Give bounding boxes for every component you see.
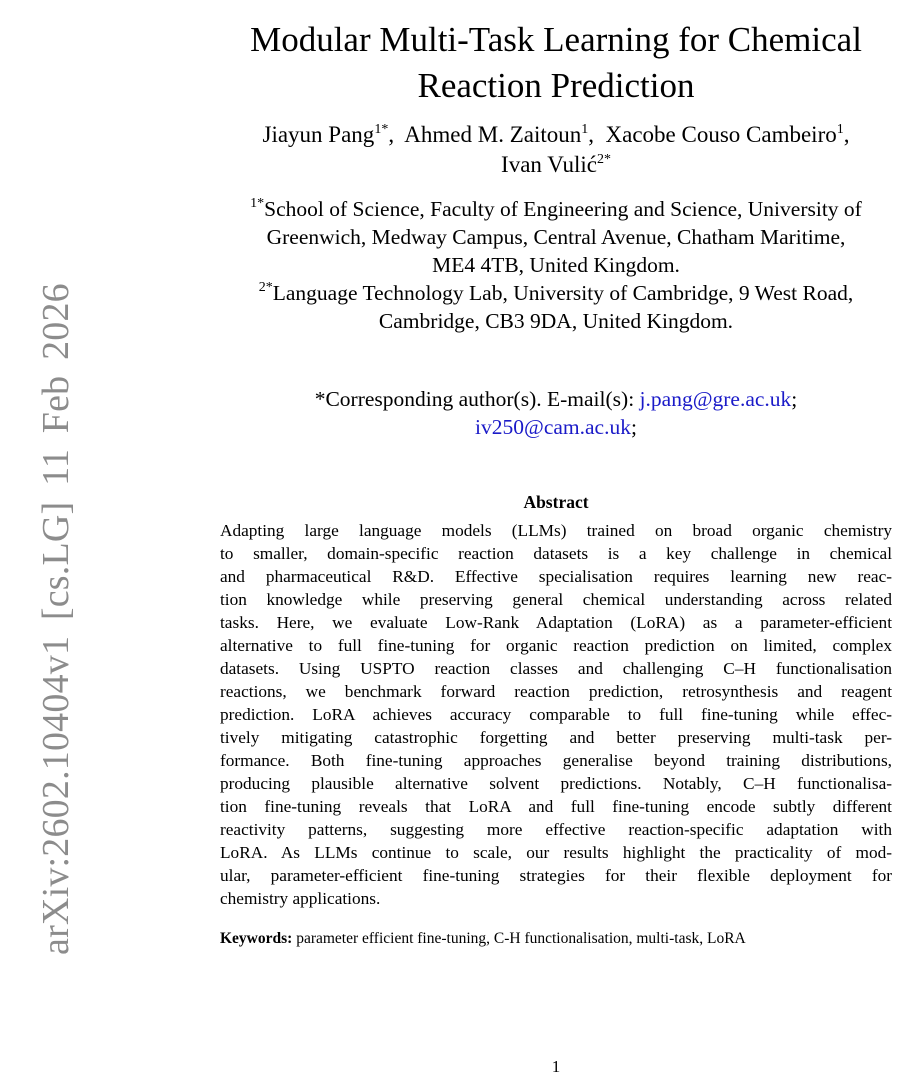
paper-title: [200, 17, 908, 109]
affiliation-mark: 2*: [258, 280, 273, 295]
paper-title-line-1: Modular Multi-Task Learning for Chemical: [250, 20, 862, 60]
abstract-line: reactivity patterns, suggesting more effective reaction-specific adaptation with: [220, 820, 892, 839]
corresponding-authors: [200, 385, 908, 441]
affiliation-mark: 1*: [250, 196, 265, 211]
author-name: Jiayun Pang: [262, 122, 375, 147]
affiliations: [200, 195, 908, 335]
abstract-line: producing plausible alternative solvent predictions. Notably, C–H functionalisa-: [220, 774, 892, 793]
abstract-line: Adapting large language models (LLMs) trained on broad organic chemistry: [220, 521, 892, 540]
affiliation-text: School of Science, Faculty of Engineering and Science, University of: [264, 197, 862, 221]
paper-title-line-2: Reaction Prediction: [417, 66, 695, 106]
email-separator: ;: [630, 415, 637, 439]
affiliation-2: [200, 279, 908, 307]
abstract-line: alternative to full fine-tuning for organic reaction prediction on limited, complex: [220, 636, 892, 655]
abstract-line: tion fine-tuning reveals that LoRA and full fine-tuning encode subtly different: [220, 797, 892, 816]
affiliation-1-line-2: Greenwich, Medway Campus, Central Avenue, Chatham Maritime,: [266, 225, 846, 249]
abstract-line: to smaller, domain-specific reaction datasets is a key challenge in chemical: [220, 544, 892, 563]
author-affiliation-mark: 1: [581, 122, 589, 137]
keywords: [220, 928, 900, 950]
author-affiliation-mark: 1*: [374, 122, 389, 137]
abstract-heading: Abstract: [523, 492, 589, 512]
abstract-line: tion knowledge while preserving general chemical understanding across related: [220, 590, 892, 609]
affiliation-1-line-3: ME4 4TB, United Kingdom.: [432, 253, 680, 277]
abstract-line: and pharmaceutical R&D. Effective specialisation requires learning new reac-: [220, 567, 892, 586]
corresponding-label: *Corresponding author(s). E-mail(s):: [314, 387, 640, 411]
email-separator: ;: [791, 387, 798, 411]
abstract-line: tasks. Here, we evaluate Low-Rank Adaptation (LoRA) as a parameter-efficient: [220, 613, 892, 632]
abstract-line: chemistry applications.: [220, 889, 381, 908]
arxiv-identifier-text: arXiv:2602.10404v1 [cs.LG] 11 Feb 2026: [35, 283, 77, 955]
affiliation-1: [200, 195, 908, 223]
author-name: Ivan Vulić: [501, 152, 597, 177]
author-affiliation-mark: 1: [836, 122, 844, 137]
arxiv-identifier-stamp: [0, 0, 77, 1076]
keywords-text: parameter efficient fine-tuning, C-H functionalisation, multi-task, LoRA: [292, 930, 746, 947]
author-name: Xacobe Couso Cambeiro: [605, 122, 837, 147]
abstract-line: prediction. LoRA achieves accuracy comparable to full fine-tuning while effec-: [220, 705, 892, 724]
author-list: Jiayun Pang$^{1*}$, Ahmed M. Zaitoun$^1$, Xacobe Couso Cambeiro$^1$, Ivan Vulić$^{2*}$: [262, 122, 850, 177]
abstract-line: tively mitigating catastrophic forgetting and better preserving multi-task per-: [220, 728, 892, 747]
affiliation-2-line-2: Cambridge, CB3 9DA, United Kingdom.: [378, 309, 734, 333]
abstract-line: datasets. Using USPTO reaction classes and challenging C–H functionalisation: [220, 659, 892, 678]
page-number: 1: [551, 1057, 561, 1076]
affiliation-text: Language Technology Lab, University of Cambridge, 9 West Road,: [272, 281, 854, 305]
abstract-line: ular, parameter-efficient fine-tuning strategies for their flexible deployment for: [220, 866, 892, 885]
author-affiliation-mark: 2*: [596, 152, 611, 167]
abstract-line: LoRA. As LLMs continue to scale, our results highlight the practicality of mod-: [220, 843, 892, 862]
email-link-pang[interactable]: j.pang@gre.ac.uk: [639, 387, 792, 411]
author-name: Ahmed M. Zaitoun: [404, 122, 582, 147]
abstract-body: [220, 519, 892, 910]
keywords-label: Keywords:: [220, 930, 293, 947]
abstract-line: reactions, we benchmark forward reaction prediction, retrosynthesis and reagent: [220, 682, 892, 701]
email-link-vulic[interactable]: iv250@cam.ac.uk: [475, 415, 631, 439]
abstract-line: formance. Both fine-tuning approaches generalise beyond training distributions,: [220, 751, 892, 770]
